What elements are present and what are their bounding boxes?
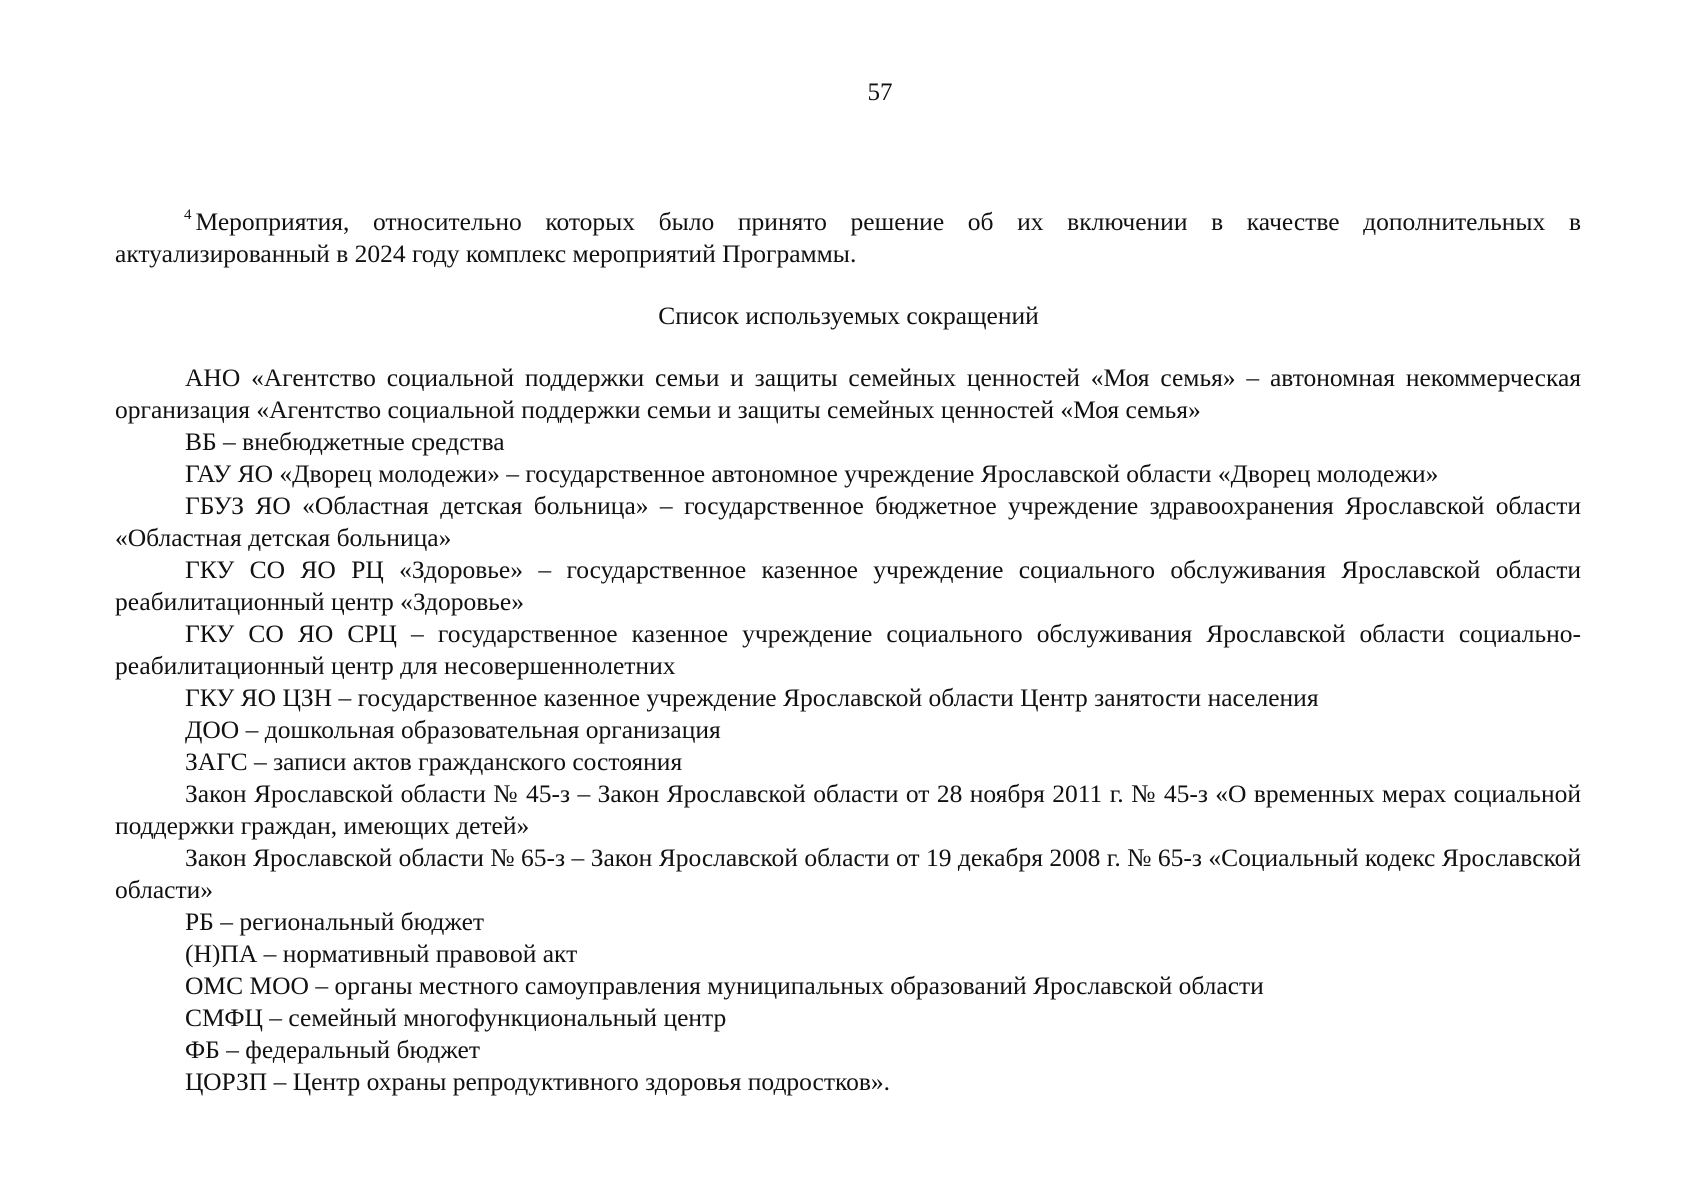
abbreviation-term: Закон Ярославской области № 65-з [185, 843, 566, 872]
abbreviations-list [115, 362, 1581, 1098]
abbreviation-term: ФБ [185, 1035, 220, 1064]
abbreviation-definition: государственное казенное учреждение социального обслуживания Ярославской области социально-реабилитационный центр для несовершеннолетних [115, 619, 1581, 680]
abbreviation-definition: Закон Ярославской области от 19 декабря 2008 г. № 65-з «Социальный кодекс Ярославской области» [115, 843, 1581, 904]
abbreviation-term: ГКУ СО ЯО СРЦ [185, 619, 397, 648]
abbreviation-definition: записи актов гражданского состояния [273, 747, 683, 776]
abbreviation-definition: автономная некоммерческая организация «Агентство социальной поддержки семьи и защиты семейных ценностей «Моя семья» [115, 363, 1582, 424]
abbreviation-definition: Центр охраны репродуктивного здоровья подростков». [292, 1067, 891, 1096]
abbreviation-definition: региональный бюджет [239, 907, 485, 936]
abbreviation-term: ЗАГС [185, 747, 248, 776]
abbreviations-title: Список используемых сокращений [658, 301, 1039, 330]
abbreviation-term: ВБ [185, 427, 217, 456]
abbreviation-term: ГБУЗ ЯО «Областная детская больница» [185, 491, 649, 520]
abbreviation-definition: государственное казенное учреждение Ярославской области Центр занятости населения [357, 683, 1319, 712]
abbreviation-term: ГКУ СО ЯО РЦ «Здоровье» [185, 555, 523, 584]
abbreviation-item [115, 458, 1581, 490]
footnote-text: Мероприятия, относительно которых было принято решение об их включении в качестве дополнительных в актуализированный в 2024 году комплекс мероприятий Программы. [115, 207, 1581, 268]
abbreviation-term: Закон Ярославской области № 45-з [185, 779, 571, 808]
abbreviation-definition: семейный многофункциональный центр [288, 1003, 727, 1032]
abbreviation-term: РБ [185, 907, 214, 936]
abbreviation-term: СМФЦ [185, 1003, 263, 1032]
abbreviation-term: ГАУ ЯО «Дворец молодежи» [185, 459, 500, 488]
page-number: 57 [867, 79, 893, 106]
abbreviation-item [115, 362, 1581, 426]
abbreviation-item [115, 1066, 1581, 1098]
abbreviation-term: ОМС МОО [185, 971, 309, 1000]
abbreviation-term: АНО «Агентство социальной поддержки семьи и защиты семейных ценностей «Моя семья» [185, 363, 1236, 392]
abbreviation-item [115, 1034, 1581, 1066]
abbreviation-term: ДОО [185, 715, 240, 744]
abbreviation-definition: Закон Ярославской области от 28 ноября 2011 г. № 45-з «О временных мерах социальной поддержки граждан, имеющих детей» [115, 779, 1581, 840]
abbreviation-term: ГКУ ЯО ЦЗН [185, 683, 333, 712]
abbreviation-item [115, 970, 1581, 1002]
abbreviation-item [115, 746, 1581, 778]
abbreviation-definition: государственное казенное учреждение социального обслуживания Ярославской области реабилитационный центр «Здоровье» [115, 555, 1581, 616]
abbreviation-definition: органы местного самоуправления муниципальных образований Ярославской области [334, 971, 1264, 1000]
abbreviation-item [115, 618, 1581, 682]
abbreviation-term: (Н)ПА [185, 939, 258, 968]
footnote [115, 206, 1581, 270]
abbreviation-definition: государственное автономное учреждение Ярославской области «Дворец молодежи» [525, 459, 1439, 488]
abbreviation-item [115, 1002, 1581, 1034]
abbreviation-item [115, 778, 1581, 842]
abbreviation-item [115, 906, 1581, 938]
footnote-marker: 4 [184, 207, 192, 223]
abbreviation-definition: государственное бюджетное учреждение здравоохранения Ярославской области «Областная детская больница» [115, 491, 1581, 552]
abbreviation-definition: внебюджетные средства [242, 427, 505, 456]
abbreviation-item [115, 490, 1581, 554]
abbreviation-definition: федеральный бюджет [245, 1035, 480, 1064]
abbreviation-item [115, 938, 1581, 970]
abbreviation-item [115, 426, 1581, 458]
abbreviation-term: ЦОРЗП [185, 1067, 268, 1096]
abbreviation-item [115, 842, 1581, 906]
abbreviation-item [115, 554, 1581, 618]
abbreviation-item [115, 682, 1581, 714]
abbreviation-definition: дошкольная образовательная организация [264, 715, 721, 744]
abbreviation-definition: нормативный правовой акт [282, 939, 578, 968]
abbreviation-item [115, 714, 1581, 746]
